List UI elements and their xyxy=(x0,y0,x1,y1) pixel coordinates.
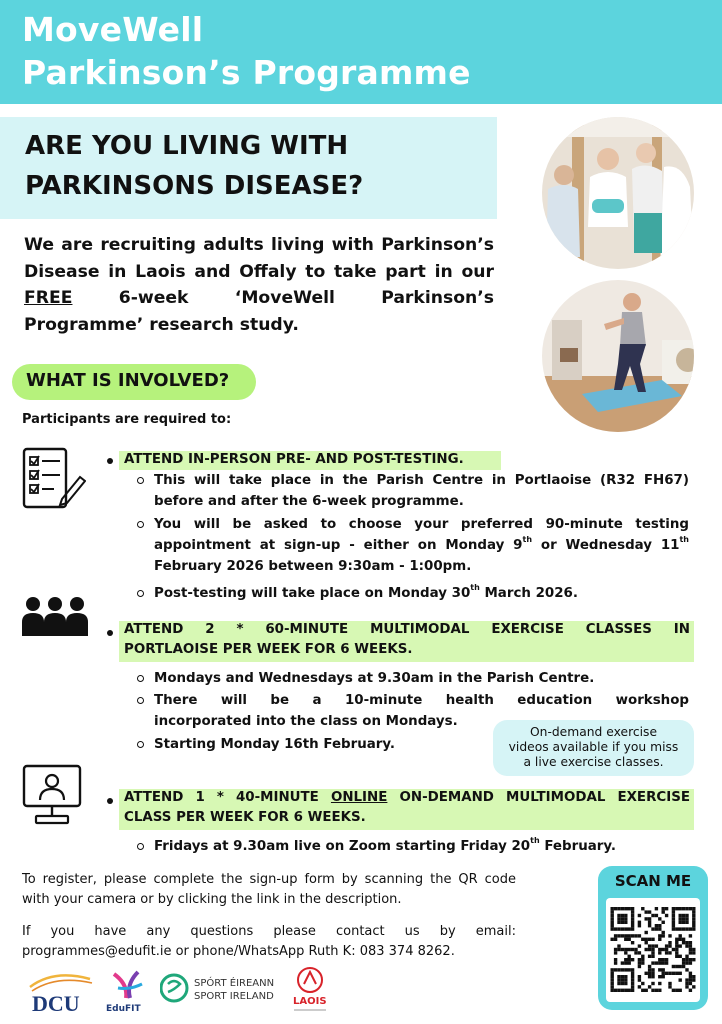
online-heading-text-b: ON-DEMAND MULTIMODAL EXERCISE xyxy=(387,790,690,805)
testing-item-appointment xyxy=(154,514,689,577)
page-title-line2: Parkinson’s Programme xyxy=(22,53,471,92)
contact-details: If you have any questions please contact us by email: programmes@edufit.ie or phone/WhatsApp Ruth K: 083 374 8262. xyxy=(22,924,516,959)
requirements-intro: Participants are required to: xyxy=(22,412,232,427)
classes-item-start: Starting Monday 16th February. xyxy=(154,737,395,752)
bullet-dot xyxy=(107,630,113,636)
sport-ireland-line1: SPÓRT ÉIREANN xyxy=(194,978,275,989)
ondemand-line3: a live exercise classes. xyxy=(523,755,664,769)
classes-heading-line1: ATTEND 2 * 60-MINUTE MULTIMODAL EXERCISE CLASSES IN xyxy=(124,622,690,637)
laois-logo-text: LAOIS xyxy=(293,996,327,1007)
online-emphasis: ONLINE xyxy=(330,790,388,805)
what-is-involved-heading xyxy=(12,364,256,400)
ordinal-suffix: th xyxy=(679,535,690,544)
intro-text-end: 6-week ‘MoveWell Parkinson’s Programme’ research study. xyxy=(24,288,494,335)
testing-item-location: This will take place in the Parish Centre in Portlaoise (R32 FH67) before and after the 6-week programme. xyxy=(154,473,689,509)
sub-bullet xyxy=(137,675,144,682)
ondemand-line2: videos available if you miss xyxy=(508,740,679,754)
appointment-text-c: February 2026 between 9:30am - 1:00pm. xyxy=(154,559,472,574)
scan-me-label: SCAN ME xyxy=(614,872,692,890)
appointment-text-a: You will be asked to choose your preferred 90-minute testing appointment at sign-up - either on Monday 9 xyxy=(154,517,689,553)
laois-sports-logo xyxy=(290,964,330,1020)
edufit-logo-text: EduFIT xyxy=(106,1004,141,1014)
checklist-icon xyxy=(22,447,86,515)
sub-bullet xyxy=(137,697,144,704)
classes-item-workshop-line1: There will be a 10-minute health education workshop xyxy=(154,693,689,708)
scan-me-box xyxy=(598,866,708,1010)
sub-bullet xyxy=(137,477,144,484)
sub-bullet xyxy=(137,843,144,850)
online-item-zoom xyxy=(154,836,616,857)
group-exercise-photo xyxy=(542,117,694,269)
sub-bullet xyxy=(137,741,144,748)
ondemand-line1: On-demand exercise xyxy=(529,725,658,739)
zoom-text-b: February. xyxy=(539,839,616,854)
intro-paragraph xyxy=(24,232,494,338)
ordinal-suffix: th xyxy=(522,535,533,544)
bullet-dot xyxy=(107,798,113,804)
classes-heading-line2: PORTLAOISE PER WEEK FOR 6 WEEKS. xyxy=(124,642,413,657)
sport-ireland-line2: SPORT IRELAND xyxy=(194,991,274,1002)
register-instructions: To register, please complete the sign-up form by scanning the QR code with your camera or by clicking the link in the description. xyxy=(22,872,516,907)
what-is-involved-label: WHAT IS INVOLVED? xyxy=(26,370,230,391)
appointment-text-b: or Wednesday 11 xyxy=(532,538,680,553)
squat-exercise-photo xyxy=(542,280,694,432)
bullet-dot xyxy=(107,458,113,464)
dcu-logo-text: DCU xyxy=(32,991,80,1015)
question-banner xyxy=(0,117,497,219)
testing-item-post xyxy=(154,583,578,604)
classes-item-workshop-line2: incorporated into the class on Mondays. xyxy=(154,714,458,729)
group-icon xyxy=(22,596,88,642)
sub-bullet xyxy=(137,521,144,528)
intro-text-start: We are recruiting adults living with Parkinson’s Disease in Laois and Offaly to take part in our xyxy=(24,235,494,282)
online-heading-line1 xyxy=(124,790,690,805)
qr-code-icon[interactable] xyxy=(606,898,700,1002)
ordinal-suffix: th xyxy=(530,836,540,845)
testing-heading: ATTEND IN-PERSON PRE- AND POST-TESTING. xyxy=(124,452,464,467)
post-testing-text-a: Post-testing will take place on Monday 30 xyxy=(154,586,471,601)
ondemand-note xyxy=(493,720,694,776)
zoom-text-a: Fridays at 9.30am live on Zoom starting Friday 20 xyxy=(154,839,531,854)
classes-item-schedule: Mondays and Wednesdays at 9.30am in the Parish Centre. xyxy=(154,671,595,686)
sub-bullet xyxy=(137,590,144,597)
online-heading-line2: CLASS PER WEEK FOR 6 WEEKS. xyxy=(124,810,366,825)
question-line1: ARE YOU LIVING WITH xyxy=(25,131,349,161)
ordinal-suffix: th xyxy=(470,583,480,592)
post-testing-text-b: March 2026. xyxy=(479,586,578,601)
sport-ireland-logo xyxy=(160,970,284,1010)
edufit-logo xyxy=(104,964,152,1018)
header-banner xyxy=(0,0,722,104)
question-line2: PARKINSONS DISEASE? xyxy=(25,171,364,201)
intro-free-emphasis: FREE xyxy=(24,288,73,308)
online-heading-text-a: ATTEND 1 * 40-MINUTE xyxy=(124,790,331,805)
page-title-line1: MoveWell xyxy=(22,10,204,49)
video-call-icon xyxy=(22,764,82,830)
dcu-logo xyxy=(24,965,96,1019)
